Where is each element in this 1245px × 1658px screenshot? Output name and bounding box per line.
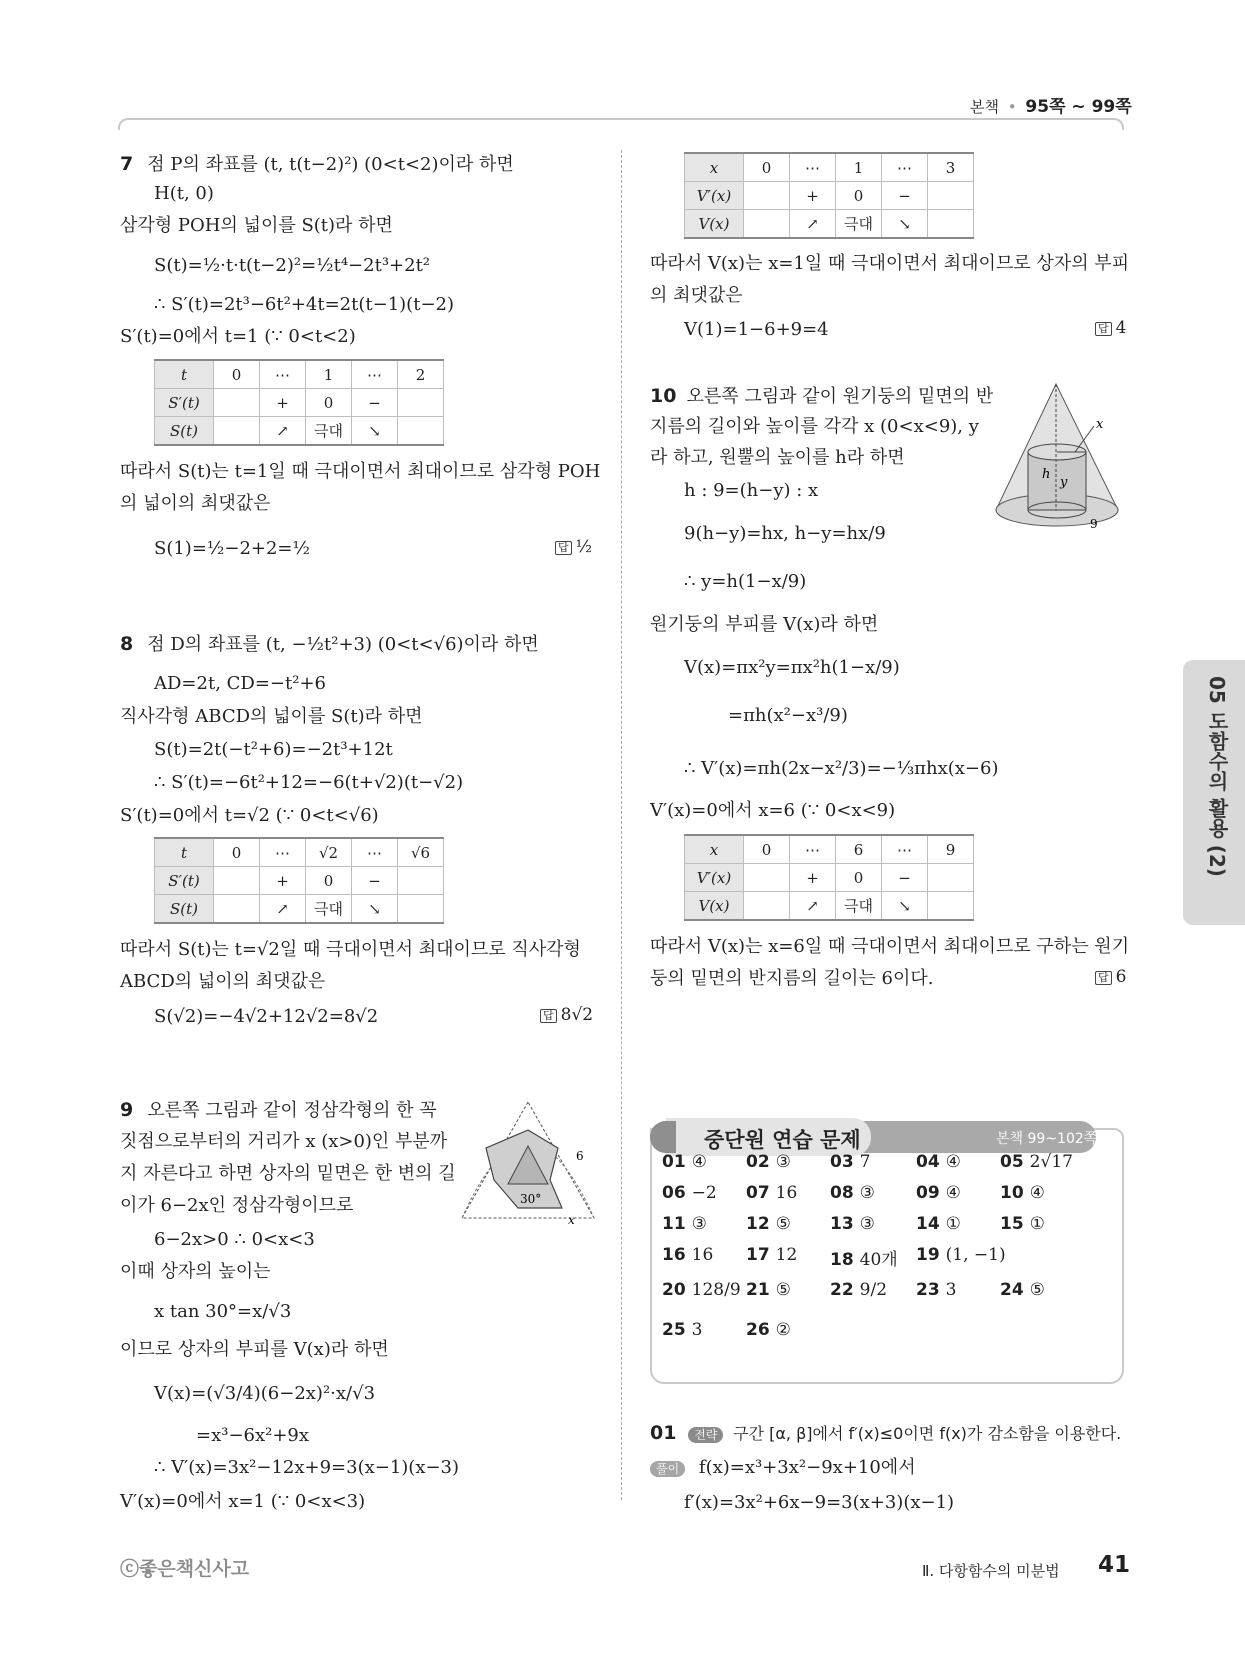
review-answer-number: 09 <box>916 1183 940 1203</box>
p9-answer-value: 4 <box>1115 318 1127 338</box>
review-answer-value: (1, −1) <box>945 1245 1006 1265</box>
review-answer-number: 01 <box>662 1152 686 1172</box>
sign-table-cell: 1 <box>306 360 352 389</box>
sign-table-cell <box>928 892 974 921</box>
sign-table-cell: 6 <box>836 835 882 864</box>
sign-table-cell: ↗ <box>790 892 836 921</box>
sign-table-cell <box>398 417 444 446</box>
review-answer-value: 9/2 <box>859 1280 888 1300</box>
sign-table-cell: 0 <box>836 182 882 210</box>
p9-fig-x: x <box>568 1213 575 1225</box>
p10-line6: ∴ y=h(1−x/9) <box>684 571 807 592</box>
p7-text1: 점 P의 좌표를 (t, t(t−2)²) (0<t<2)이라 하면 <box>147 154 514 175</box>
p10-answer <box>1095 967 1126 987</box>
sign-table-cell: ↗ <box>260 895 306 924</box>
sign-table-cell: − <box>352 389 398 417</box>
review-answer-item <box>1000 1214 1045 1234</box>
review-answer-number: 23 <box>916 1280 940 1300</box>
answer-mark-icon: 답 <box>540 1009 557 1023</box>
sign-table-cell: 2 <box>398 360 444 389</box>
header-book: 본책 <box>970 98 999 116</box>
sign-table-cell: 0 <box>214 838 260 867</box>
sign-table-cell <box>214 417 260 446</box>
review-pages: 본책 99~102쪽 <box>996 1131 1098 1147</box>
header-rule <box>118 118 1124 130</box>
sign-table-cell: ⋯ <box>260 838 306 867</box>
p9-fig-side: 6 <box>576 1149 584 1163</box>
review-answer-value: ⑤ <box>775 1214 791 1234</box>
p9-sign-table <box>684 152 974 239</box>
q01-solution-tag: 풀이 <box>650 1461 685 1477</box>
p10-cone-figure <box>990 380 1135 535</box>
review-answer-value: ① <box>945 1214 961 1234</box>
review-answer-item <box>746 1214 791 1234</box>
footer-publisher: ⓒ좋은책신사고 <box>120 1558 250 1580</box>
review-answer-number: 18 <box>830 1250 854 1270</box>
review-answer-number: 21 <box>746 1280 770 1300</box>
p10-line13: 둥의 밑면의 반지름의 길이는 6이다. <box>650 968 934 989</box>
p9-line3: 지 자른다고 하면 상자의 밑면은 한 변의 길 <box>120 1163 456 1184</box>
sign-table-row <box>155 867 444 895</box>
q01-strategy-tag: 전략 <box>688 1427 723 1443</box>
p10-line11: V′(x)=0에서 x=6 (∵ 0<x<9) <box>650 800 896 821</box>
review-title: 중단원 연습 문제 <box>704 1128 861 1152</box>
p10-line9: =πh(x²−x³/9) <box>728 705 848 726</box>
sign-table-cell: 0 <box>306 389 352 417</box>
p9-text1: 오른쪽 그림과 같이 정삼각형의 한 꼭 <box>147 1100 437 1121</box>
review-answer-item <box>830 1245 898 1270</box>
sign-table-cell: ⋯ <box>352 838 398 867</box>
p8-text1: 점 D의 좌표를 (t, −½t²+3) (0<t<√6)이라 하면 <box>147 634 539 655</box>
review-title-accent <box>650 1121 676 1153</box>
sign-table-cell: 0 <box>214 360 260 389</box>
sign-table-cell <box>744 210 790 239</box>
p7-line5: ∴ S′(t)=2t³−6t²+4t=2t(t−1)(t−2) <box>154 294 454 315</box>
sign-table-cell: 0 <box>836 864 882 892</box>
review-answer-number: 14 <box>916 1214 940 1234</box>
sign-table-row <box>685 182 974 210</box>
chapter-side-tab <box>1183 660 1245 925</box>
cylinder-body <box>1028 452 1086 510</box>
sign-table-row <box>155 895 444 924</box>
sign-table-cell: 1 <box>836 153 882 182</box>
review-answer-value: ④ <box>945 1152 961 1172</box>
p10-sign-table <box>684 834 974 921</box>
review-answer-item <box>662 1245 713 1265</box>
p9-line1 <box>120 1098 437 1123</box>
p9b-line2: 의 최댓값은 <box>650 285 743 306</box>
p7-answer <box>555 537 592 557</box>
p7-line4: S(t)=½·t·t(t−2)²=½t⁴−2t³+2t² <box>154 255 431 276</box>
header-bullet: • <box>1007 98 1017 116</box>
review-answer-value: ② <box>775 1320 791 1340</box>
footer-page-number: 41 <box>1098 1552 1131 1578</box>
sign-table-cell: 극대 <box>306 895 352 924</box>
review-answer-item <box>1000 1152 1073 1172</box>
p10-answer-value: 6 <box>1115 967 1127 987</box>
review-answer-number: 07 <box>746 1183 770 1203</box>
review-answer-item <box>746 1152 791 1172</box>
sign-table-cell: + <box>260 867 306 895</box>
header-pages: 95쪽 ~ 99쪽 <box>1025 97 1132 117</box>
review-answer-item <box>830 1280 887 1300</box>
p9b-line3: V(1)=1−6+9=4 <box>684 319 829 340</box>
p10-line5: 9(h−y)=hx, h−y=hx/9 <box>684 523 886 544</box>
review-answer-value: 2√17 <box>1029 1152 1073 1172</box>
sign-table-header-cell: S′(t) <box>155 867 214 895</box>
p10-line8: V(x)=πx²y=πx²h(1−x/9) <box>684 657 900 678</box>
review-answer-item <box>1000 1280 1045 1300</box>
review-answer-number: 24 <box>1000 1280 1024 1300</box>
sign-table-cell <box>928 182 974 210</box>
sign-table-header-cell: t <box>155 838 214 867</box>
sign-table-cell: − <box>882 864 928 892</box>
p9-answer <box>1095 318 1126 338</box>
review-answer-value: ③ <box>691 1214 707 1234</box>
review-answer-number: 10 <box>1000 1183 1024 1203</box>
review-answer-item <box>830 1214 875 1234</box>
sign-table-cell <box>214 895 260 924</box>
p9-line4: 이가 6−2x인 정삼각형이므로 <box>120 1195 354 1216</box>
sign-table-cell: ↘ <box>882 210 928 239</box>
p10-line12: 따라서 V(x)는 x=6일 때 극대이면서 최대이므로 구하는 원기 <box>650 936 1130 957</box>
sign-table-cell <box>398 389 444 417</box>
review-answer-value: ⑤ <box>1029 1280 1045 1300</box>
p10-fig-y: y <box>1060 475 1068 490</box>
review-answer-item <box>746 1183 797 1203</box>
p10-line2: 지름의 길이와 높이를 각각 x (0<x<9), y <box>650 416 979 437</box>
sign-table-header-cell: x <box>685 153 744 182</box>
q01-strategy-line <box>650 1421 1121 1447</box>
review-answer-number: 12 <box>746 1214 770 1234</box>
p8-line5: ∴ S′(t)=−6t²+12=−6(t+√2)(t−√2) <box>154 772 464 793</box>
sign-table-cell: √2 <box>306 838 352 867</box>
review-answer-value: ④ <box>1029 1183 1045 1203</box>
footer-chapter: Ⅱ. 다항함수의 미분법 <box>922 1562 1060 1580</box>
sign-table-cell: 극대 <box>836 892 882 921</box>
review-answer-value: 128/9 <box>691 1280 741 1300</box>
sign-table-header-cell: S′(t) <box>155 389 214 417</box>
p9-line6: 이때 상자의 높이는 <box>120 1261 271 1282</box>
sign-table-header-cell: S(t) <box>155 895 214 924</box>
sign-table-row <box>685 864 974 892</box>
review-answer-number: 05 <box>1000 1152 1024 1172</box>
q01-solution-text1: f(x)=x³+3x²−9x+10에서 <box>698 1457 916 1478</box>
p10-text1: 오른쪽 그림과 같이 원기둥의 밑면의 반 <box>686 386 994 407</box>
answer-mark-icon: 답 <box>555 541 572 555</box>
p9-line9: V(x)=(√3/4)(6−2x)²·x/√3 <box>154 1383 376 1404</box>
review-answer-item <box>916 1245 1006 1265</box>
p9-line11: ∴ V′(x)=3x²−12x+9=3(x−1)(x−3) <box>154 1457 460 1478</box>
sign-table-cell: ↘ <box>882 892 928 921</box>
review-answer-value: ① <box>1029 1214 1045 1234</box>
review-answer-item <box>662 1214 707 1234</box>
q01-solution-line2: f′(x)=3x²+6x−9=3(x+3)(x−1) <box>684 1492 955 1513</box>
p10-fig-nine: 9 <box>1090 517 1098 531</box>
review-answer-value: 16 <box>691 1245 714 1265</box>
p9-line8: 이므로 상자의 부피를 V(x)라 하면 <box>120 1339 389 1360</box>
sign-table-cell: 0 <box>744 153 790 182</box>
review-answer-value: ④ <box>945 1183 961 1203</box>
p10-line1 <box>650 384 993 409</box>
sign-table-cell: − <box>882 182 928 210</box>
sign-table-cell <box>744 892 790 921</box>
answer-mark-icon: 답 <box>1095 971 1112 985</box>
p8-line1 <box>120 632 539 657</box>
sign-table-cell: ⋯ <box>790 153 836 182</box>
p7-line7: 따라서 S(t)는 t=1일 때 극대이면서 최대이므로 삼각형 POH <box>120 461 601 482</box>
sign-table-cell: 극대 <box>306 417 352 446</box>
sign-table-cell: ⋯ <box>882 153 928 182</box>
p8-line9: S(√2)=−4√2+12√2=8√2 <box>154 1006 379 1027</box>
review-answer-value: 3 <box>945 1280 957 1300</box>
p7-line8: 의 넓이의 최댓값은 <box>120 493 271 514</box>
review-answer-item <box>1000 1183 1045 1203</box>
review-answer-value: −2 <box>691 1183 717 1203</box>
sign-table-cell: ↗ <box>260 417 306 446</box>
sign-table-header-cell: S(t) <box>155 417 214 446</box>
sign-table-row <box>155 360 444 389</box>
review-title-pill <box>666 1118 871 1156</box>
review-answer-item <box>662 1280 741 1300</box>
p7-line9: S(1)=½−2+2=½ <box>154 538 310 559</box>
sign-table-header-cell: V′(x) <box>685 864 744 892</box>
p10-number: 10 <box>650 385 677 407</box>
sign-table-cell <box>398 867 444 895</box>
review-answer-value: ⑤ <box>775 1280 791 1300</box>
sign-table-cell: ⋯ <box>882 835 928 864</box>
review-answer-number: 02 <box>746 1152 770 1172</box>
sign-table-cell: ⋯ <box>790 835 836 864</box>
review-answer-value: 16 <box>775 1183 798 1203</box>
sign-table-header-cell: t <box>155 360 214 389</box>
review-answer-number: 25 <box>662 1320 686 1340</box>
sign-table-cell <box>744 182 790 210</box>
p7-line3: 삼각형 POH의 넓이를 S(t)라 하면 <box>120 215 393 236</box>
answer-mark-icon: 답 <box>1095 322 1112 336</box>
sign-table-cell: 0 <box>744 835 790 864</box>
review-answer-item <box>662 1183 717 1203</box>
review-answer-number: 03 <box>830 1152 854 1172</box>
review-answer-number: 13 <box>830 1214 854 1234</box>
review-answer-item <box>916 1214 961 1234</box>
chapter-side-tab-label: 05 도함수의 활용 (2) <box>1205 676 1229 877</box>
p10-fig-x: x <box>1096 417 1104 432</box>
review-answer-number: 08 <box>830 1183 854 1203</box>
review-answer-item <box>830 1183 875 1203</box>
sign-table-row <box>685 210 974 239</box>
sign-table-header-cell: V(x) <box>685 892 744 921</box>
review-answer-number: 19 <box>916 1245 940 1265</box>
p7-answer-value: ½ <box>575 537 593 557</box>
p9-line2: 짓점으로부터의 거리가 x (x>0)인 부분까 <box>120 1131 448 1152</box>
review-answer-number: 16 <box>662 1245 686 1265</box>
sign-table-cell: 3 <box>928 153 974 182</box>
p8-line8: ABCD의 넓이의 최댓값은 <box>120 971 326 992</box>
sign-table-cell <box>214 389 260 417</box>
review-answer-value: 3 <box>691 1320 703 1340</box>
review-answer-value: ③ <box>859 1214 875 1234</box>
review-answer-number: 11 <box>662 1214 686 1234</box>
review-answer-number: 06 <box>662 1183 686 1203</box>
sign-table-row <box>685 153 974 182</box>
review-answer-number: 15 <box>1000 1214 1024 1234</box>
review-answer-item <box>916 1183 961 1203</box>
sign-table-cell: + <box>260 389 306 417</box>
p7-line6: S′(t)=0에서 t=1 (∵ 0<t<2) <box>120 326 356 347</box>
sign-table-cell: ↗ <box>790 210 836 239</box>
sign-table-cell: − <box>352 867 398 895</box>
q01-strategy: 구간 [α, β]에서 f′(x)≤0이면 f(x)가 감소함을 이용한다. <box>733 1424 1122 1443</box>
p8-answer <box>540 1005 593 1025</box>
sign-table-header-cell: V(x) <box>685 210 744 239</box>
q01-number: 01 <box>650 1422 677 1444</box>
review-answer-number: 17 <box>746 1245 770 1265</box>
review-answer-value: ④ <box>691 1152 707 1172</box>
review-answer-number: 26 <box>746 1320 770 1340</box>
sign-table-cell <box>928 864 974 892</box>
p10-fig-h: h <box>1042 467 1051 482</box>
review-answer-value: ③ <box>775 1152 791 1172</box>
review-answer-item <box>662 1320 703 1340</box>
review-answer-item <box>916 1152 961 1172</box>
p9-triangle-figure <box>458 1100 598 1225</box>
sign-table-cell <box>928 210 974 239</box>
review-answer-item <box>916 1280 957 1300</box>
sign-table-cell: ↘ <box>352 417 398 446</box>
p8-answer-value: 8√2 <box>560 1005 594 1025</box>
sign-table-cell <box>214 867 260 895</box>
sign-table-cell <box>398 895 444 924</box>
review-answer-value: ③ <box>859 1183 875 1203</box>
p8-number: 8 <box>120 633 134 655</box>
p8-line7: 따라서 S(t)는 t=√2일 때 극대이면서 최대이므로 직사각형 <box>120 939 581 960</box>
column-divider <box>621 150 622 1500</box>
review-answer-item <box>746 1320 791 1340</box>
review-answer-number: 20 <box>662 1280 686 1300</box>
p10-line3: 라 하고, 원뿔의 높이를 h라 하면 <box>650 447 905 468</box>
sign-table-cell: ⋯ <box>260 360 306 389</box>
sign-table-header-cell: x <box>685 835 744 864</box>
p7-line1 <box>120 152 514 177</box>
sign-table-cell: 9 <box>928 835 974 864</box>
p7-sign-table <box>154 359 444 446</box>
q01-solution-line1 <box>650 1456 916 1481</box>
sign-table-cell: + <box>790 864 836 892</box>
p10-line7: 원기둥의 부피를 V(x)라 하면 <box>650 614 879 635</box>
sign-table-header-cell: V′(x) <box>685 182 744 210</box>
sign-table-cell: + <box>790 182 836 210</box>
sign-table-row <box>685 835 974 864</box>
sign-table-row <box>155 417 444 446</box>
p9-number: 9 <box>120 1099 134 1121</box>
p7-line2: H(t, 0) <box>154 183 214 204</box>
page-header <box>970 92 1132 117</box>
sign-table-row <box>155 389 444 417</box>
p8-line3: 직사각형 ABCD의 넓이를 S(t)라 하면 <box>120 706 423 727</box>
sign-table-cell: √6 <box>398 838 444 867</box>
review-answer-item <box>746 1245 797 1265</box>
review-answer-value: 40개 <box>859 1250 898 1270</box>
p9-line10: =x³−6x²+9x <box>196 1425 310 1446</box>
p9-line7: x tan 30°=x/√3 <box>154 1301 292 1322</box>
review-answer-number: 04 <box>916 1152 940 1172</box>
p8-line6: S′(t)=0에서 t=√2 (∵ 0<t<√6) <box>120 805 379 826</box>
sign-table-cell: ↘ <box>352 895 398 924</box>
p7-number: 7 <box>120 153 134 175</box>
p9-fig-angle: 30° <box>520 1192 542 1206</box>
sign-table-cell <box>744 864 790 892</box>
p8-line4: S(t)=2t(−t²+6)=−2t³+12t <box>154 739 393 760</box>
sign-table-cell: ⋯ <box>352 360 398 389</box>
sign-table-row <box>685 892 974 921</box>
p8-sign-table <box>154 837 444 924</box>
p9-line5: 6−2x>0 ∴ 0<x<3 <box>154 1229 315 1250</box>
review-answer-item <box>746 1280 791 1300</box>
review-answer-value: 7 <box>859 1152 871 1172</box>
p8-line2: AD=2t, CD=−t²+6 <box>154 673 326 694</box>
sign-table-row <box>155 838 444 867</box>
p10-line4: h : 9=(h−y) : x <box>684 480 819 501</box>
p10-line10: ∴ V′(x)=πh(2x−x²/3)=−⅓πhx(x−6) <box>684 758 999 779</box>
review-answer-item <box>662 1152 707 1172</box>
review-answer-value: 12 <box>775 1245 798 1265</box>
review-answer-item <box>830 1152 871 1172</box>
review-answer-number: 22 <box>830 1280 854 1300</box>
p9b-line1: 따라서 V(x)는 x=1일 때 극대이면서 최대이므로 상자의 부피 <box>650 253 1130 274</box>
p9-line12: V′(x)=0에서 x=1 (∵ 0<x<3) <box>120 1491 366 1512</box>
sign-table-cell: 0 <box>306 867 352 895</box>
sign-table-cell: 극대 <box>836 210 882 239</box>
